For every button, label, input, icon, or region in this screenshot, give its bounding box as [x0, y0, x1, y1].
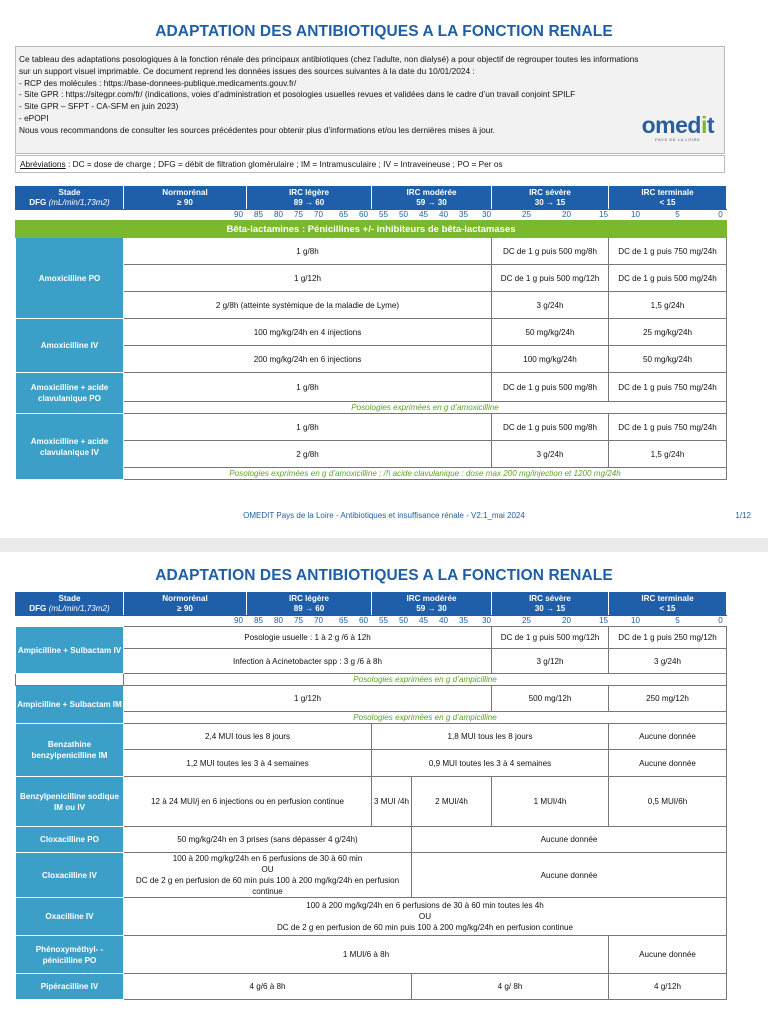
- intro-line: - RCP des molécules : https://base-donnees-publique.medicaments.gouv.fr/: [19, 77, 297, 88]
- dfg-tick: 70: [313, 616, 324, 625]
- dfg-tick: 70: [313, 210, 324, 219]
- page-2: [0, 555, 768, 1024]
- drug-amoxicilline-iv: Amoxicilline IV: [16, 319, 124, 373]
- page-1: ADAPTATION DES ANTIBIOTIQUES A LA FONCTION RENALE Ce tableau des adaptations posologiques à la fonction rénale des principaux antibiotiques (chez l’adulte, non dialysé) a pour objectif de regrouper toutes les informations sur un support visuel imprimable. Ce document reprend les données issues des sources suivantes à la date du 10/01/2024 : - RCP des molécules : https://base-donnees-publique.medicaments.gouv.fr/ - Site GPR : https://sitegpr.com/fr/ (indications, voies d’administration et posologies usuelles revues et validées dans le cadre d’un travail conjoint SPILF - Site GPR – SFPT - CA-SFM en juin 2023) - ePOPI Nous vous recommandons de consulter les sources précédentes pour obtenir plus d’informations et/ou les dernières mises à jour. omedit PAYS DE LA LOIRE Abréviations : DC = dose de charge ; DFG = débit de filtration glomérulaire ; IM = Intramusculaire ; IV = Intraveineuse ; PO = Per os Stade DFG (mL/min/1,73m2) Normorénal ≥ 90 IRC légère 89 → 60 IRC modérée 59 → 30 IRC sévère 30 → 15 IRC terminale < 15 90 85 80 75 70 65 60 55 50 45 40 35 30 25 20 15 10 5 0 Bêta-lactamines : Pénicillines +/- inhibiteurs de bêta-lactamases Amoxicilline PO 1 g/8h DC de 1 g puis 500 mg/8h DC de 1 g puis 750 mg/24h 1 g/12h DC de 1 g puis 500 mg/12h DC de 1 g puis 500 mg/24h 2 g/8h (atteinte systémique de la maladie de Lyme) 3 g/24h 1,5 g/24h Amoxicilline IV 100 mg/kg/24h en 4 injections 50 mg/kg/24h 25 mg/kg/24h 200 mg/kg/24h en 6 injections 100 mg/kg/24h 50 mg/kg/24h Amoxicilline + acide clavulanique PO 1 g/8h DC de 1 g puis 500 mg/8h DC de 1 g puis 750 mg/24h Posologies exprimées en g d’amoxicilline Amoxicilline + acide clavulanique IV 1 g/8h DC de 1 g puis 500 mg/8h DC de 1 g puis 750 mg/24h 2 g/8h 3 g/24h 1,5 g/24h Posologies exprimées en g d’amoxicilline ; /!\ acide clavulanique : dose max 200 mg/injection et 1200 mg/24h OMEDIT Pays de la Loire - Antibiotiques et insuffisance rénale - V2.1_mai 2024 1/12: [0, 0, 768, 535]
- intro-line: Nous vous recommandons de consulter les sources précédentes pour obtenir plus d’informations et/ou les dernières mises à jour.: [19, 124, 495, 135]
- dfg-tick: 55: [378, 616, 389, 625]
- dfg-tick: 45: [418, 210, 429, 219]
- drug-amoxicilline-clav-iv: Amoxicilline + acide clavulanique IV: [16, 414, 124, 480]
- dfg-tick: 85: [253, 210, 264, 219]
- category-row: Bêta-lactamines : Pénicillines +/- inhibiteurs de bêta-lactamases: [16, 221, 727, 238]
- page-title: ADAPTATION DES ANTIBIOTIQUES A LA FONCTION RENALE: [155, 567, 613, 584]
- dfg-tick: 50: [398, 210, 409, 219]
- dfg-ticks: [16, 210, 727, 221]
- dfg-tick: 5: [675, 210, 680, 219]
- drug-ampicilline-sulbactam-im: Ampicilline + Sulbactam IM: [16, 686, 124, 724]
- note: Posologies exprimées en g d’amoxicilline ; /!\ acide clavulanique : dose max 200 mg/injection et 1200 mg/24h: [124, 468, 727, 480]
- note: Posologies exprimées en g d’ampicilline: [124, 712, 727, 724]
- dfg-ticks: [16, 616, 727, 627]
- dfg-tick: 5: [675, 616, 680, 625]
- dfg-tick: 85: [253, 616, 264, 625]
- dfg-tick: 20: [561, 210, 572, 219]
- drug-piperacilline-iv: Pipéracilline IV: [16, 974, 124, 1000]
- dfg-tick: 80: [273, 616, 284, 625]
- omedit-logo: omedit PAYS DE LA LOIRE: [641, 112, 714, 142]
- dfg-tick: 55: [378, 210, 389, 219]
- dfg-tick: 25: [521, 210, 532, 219]
- drug-ampicilline-sulbactam-iv: Ampicilline + Sulbactam IV: [16, 627, 124, 674]
- dfg-tick: 15: [598, 616, 609, 625]
- dfg-tick: 35: [458, 210, 469, 219]
- drug-oxacilline-iv: Oxacilline IV: [16, 898, 124, 936]
- dfg-tick: 90: [233, 616, 244, 625]
- intro-line: - ePOPI: [19, 112, 49, 123]
- intro-line: - Site GPR : https://sitegpr.com/fr/ (indications, voies d’administration et posologies usuelles revues et validées dans le cadre d’un travail conjoint SPILF - Site GPR – SFPT - CA-SFM en juin 2023): [19, 89, 576, 112]
- drug-cloxacilline-po: Cloxacilline PO: [16, 827, 124, 853]
- dfg-tick: 65: [338, 210, 349, 219]
- dfg-tick: 0: [718, 616, 723, 625]
- dfg-tick: 65: [338, 616, 349, 625]
- intro-line: sur un support visuel imprimable. Ce document reprend les données issues des sources suivantes à la date du 10/01/2024 :: [19, 65, 475, 76]
- dfg-tick: 15: [598, 210, 609, 219]
- abbreviations: Abréviations : DC = dose de charge ; DFG = débit de filtration glomérulaire ; IM = Intramusculaire ; IV = Intraveineuse ; PO = Per os: [15, 155, 725, 173]
- drug-phenoxymethylpenicilline-po: Phénoxyméthyl- -pénicilline PO: [16, 936, 124, 974]
- dfg-tick: 50: [398, 616, 409, 625]
- dfg-tick: 75: [293, 616, 304, 625]
- dosage-table-p1: Stade DFG (mL/min/1,73m2) Normorénal ≥ 90 IRC légère 89 → 60 IRC modérée 59 → 30 IRC sévère 30 → 15 IRC terminale < 15 90 85 80 75 70 65 60 55 50 45 40 35 30 25 20 15 10 5 0 Bêta-lactamines : Pénicillines +/- inhibiteurs de bêta-lactamases Amoxicilline PO 1 g/8h DC de 1 g puis 500 mg/8h DC de 1 g puis 750 mg/24h 1 g/12h DC de 1 g puis 500 mg/12h DC de 1 g puis 500 mg/24h 2 g/8h (atteinte systémique de la maladie de Lyme) 3 g/24h 1,5 g/24h Amoxicilline IV 100 mg/kg/24h en 4 injections 50 mg/kg/24h 25 mg/kg/24h 200 mg/kg/24h en 6 injections 100 mg/kg/24h 50 mg/kg/24h Amoxicilline + acide clavulanique PO 1 g/8h DC de 1 g puis 500 mg/8h DC de 1 g puis 750 mg/24h Posologies exprimées en g d’amoxicilline Amoxicilline + acide clavulanique IV 1 g/8h DC de 1 g puis 500 mg/8h DC de 1 g puis 750 mg/24h 2 g/8h 3 g/24h 1,5 g/24h Posologies exprimées en g d’amoxicilline ; /!\ acide clavulanique : dose max 200 mg/injection et 1200 mg/24h: [15, 186, 727, 480]
- dfg-tick: 80: [273, 210, 284, 219]
- page-separator: [0, 538, 768, 552]
- dfg-tick: 45: [418, 616, 429, 625]
- dfg-tick: 60: [358, 210, 369, 219]
- dfg-tick: 30: [481, 210, 492, 219]
- drug-amoxicilline-po: Amoxicilline PO: [16, 238, 124, 319]
- stage-header: Stade DFG (mL/min/1,73m2) Normorénal ≥ 90 IRC légère 89 → 60 IRC modérée 59 → 30 IRC sévère 30 → 15 IRC terminale < 15: [16, 187, 727, 210]
- dfg-tick: 90: [233, 210, 244, 219]
- drug-cloxacilline-iv: Cloxacilline IV: [16, 853, 124, 898]
- note: Posologies exprimées en g d’amoxicilline: [124, 402, 727, 414]
- dfg-tick: 40: [438, 210, 449, 219]
- drug-benzylpenicilline-sodique: Benzylpenicilline sodique IM ou IV: [16, 777, 124, 827]
- intro-box: [15, 46, 725, 154]
- intro-line: Ce tableau des adaptations posologiques à la fonction rénale des principaux antibiotiques (chez l’adulte, non dialysé) a pour objectif de regrouper toutes les informations: [19, 54, 639, 64]
- note: Posologies exprimées en g d’ampicilline: [124, 674, 727, 686]
- dfg-tick: 35: [458, 616, 469, 625]
- dfg-tick: 10: [630, 210, 641, 219]
- page-title: ADAPTATION DES ANTIBIOTIQUES A LA FONCTION RENALE: [155, 23, 613, 40]
- dfg-tick: 40: [438, 616, 449, 625]
- drug-amoxicilline-clav-po: Amoxicilline + acide clavulanique PO: [16, 373, 124, 414]
- dfg-tick: 10: [630, 616, 641, 625]
- drug-benzathine-benzylpenicilline: Benzathine benzylpenicilline IM: [16, 724, 124, 777]
- dfg-tick: 25: [521, 616, 532, 625]
- dfg-tick: 30: [481, 616, 492, 625]
- stage-header: Stade DFG (mL/min/1,73m2) Normorénal ≥ 90 IRC légère 89 → 60 IRC modérée 59 → 30 IRC sévère 30 → 15 IRC terminale < 15: [16, 593, 727, 616]
- page-number: 1/12: [735, 511, 751, 520]
- dfg-tick: 75: [293, 210, 304, 219]
- dfg-tick: 60: [358, 616, 369, 625]
- dfg-tick: 20: [561, 616, 572, 625]
- dosage-table-p2: Stade DFG (mL/min/1,73m2) Normorénal ≥ 90 IRC légère 89 → 60 IRC modérée 59 → 30 IRC sévère 30 → 15 IRC terminale < 15 90 85 80 75 70 65 60 55 50 45 40 35 30 25 20 15 10 5 0 Ampicilline + Sulbactam IV Posologie usuelle : 1 à 2 g /6 à 12h DC de 1 g puis 500 mg/12h DC de 1 g puis 250 mg/12h Infection à Acinetobacter spp : 3 g /6 à 8h 3 g/12h 3 g/24h Posologies exprimées en g d’ampicilline Ampicilline + Sulbactam IM 1 g/12h 500 mg/12h 250 mg/12h Posologies exprimées en g d’ampicilline Benzathine benzylpenicilline IM 2,4 MUI tous les 8 jours 1,8 MUI tous les 8 jours Aucune donnée 1,2 MUI toutes les 3 à 4 semaines 0,9 MUI toutes les 3 à 4 semaines Aucune donnée Benzylpenicilline sodique IM ou IV 12 à 24 MUI/j en 6 injections ou en perfusion continue 3 MUI /4h 2 MUI/4h 1 MUI/4h 0,5 MUI/6h Cloxacilline PO 50 mg/kg/24h en 3 prises (sans dépasser 4 g/24h) Aucune donnée Cloxacilline IV 100 à 200 mg/kg/24h en 6 perfusions de 30 à 60 min OU DC de 2 g en perfusion de 60 min puis 100 à 200 mg/kg/24h en perfusion continue Aucune donnée Oxacilline IV 100 à 200 mg/kg/24h en 6 perfusions de 30 à 60 min toutes les 4h OU DC de 2 g en perfusion de 60 min puis 100 à 200 mg/kg/24h en perfusion continue Phénoxyméthyl- -pénicilline PO 1 MUI/6 à 8h Aucune donnée Pipéracilline IV 4 g/6 à 8h 4 g/ 8h 4 g/12h: [15, 592, 727, 1000]
- dfg-tick: 0: [718, 210, 723, 219]
